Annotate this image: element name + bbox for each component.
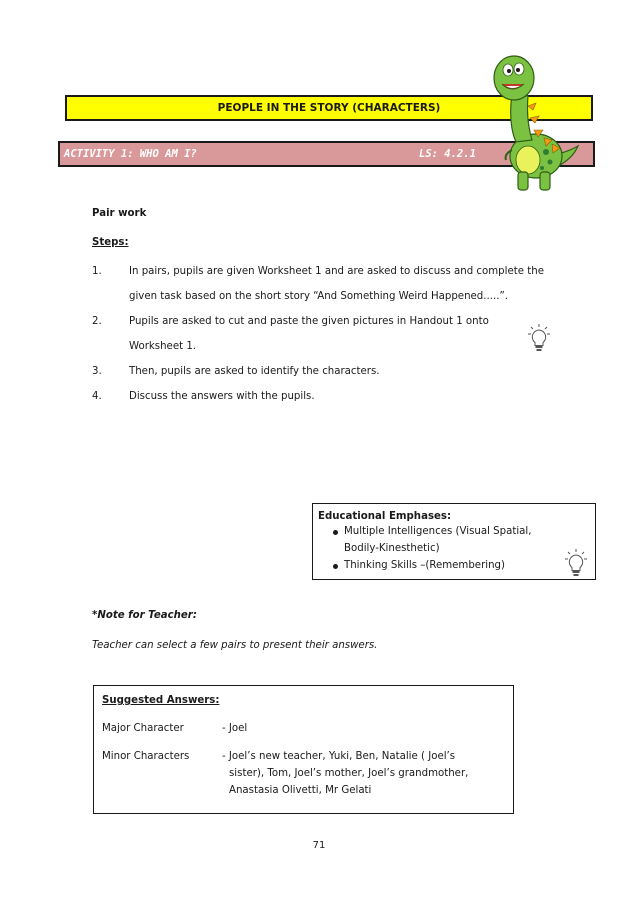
step-number: 3. xyxy=(92,366,102,377)
note-title: *Note for Teacher: xyxy=(92,610,197,621)
note-text: Teacher can select a few pairs to present their answers. xyxy=(92,640,378,651)
learning-standard: LS: 4.2.1 xyxy=(419,148,476,160)
step-text: given task based on the short story “And Something Weird Happened.....”. xyxy=(129,291,508,302)
educational-emphases-box xyxy=(312,503,596,580)
emphasis-item: Thinking Skills –(Remembering) xyxy=(313,559,563,576)
page-number: 71 xyxy=(312,840,326,851)
emphasis-item: Multiple Intelligences (Visual Spatial, xyxy=(313,525,563,542)
activity-title: ACTIVITY 1: WHO AM I? xyxy=(64,148,197,160)
step-text: Pupils are asked to cut and paste the given pictures in Handout 1 onto xyxy=(129,316,489,327)
step-text: Discuss the answers with the pupils. xyxy=(129,391,315,402)
minor-characters-value: - Joel’s new teacher, Yuki, Ben, Natalie ( Joel’s xyxy=(222,751,456,762)
step-number: 2. xyxy=(92,316,102,327)
emphases-title: Educational Emphases: xyxy=(318,511,452,522)
lightbulb-icon xyxy=(563,548,589,578)
minor-characters-value: Anastasia Olivetti, Mr Gelati xyxy=(229,785,372,796)
major-character-value: - Joel xyxy=(222,723,248,734)
steps-heading: Steps: xyxy=(92,237,129,248)
answers-title: Suggested Answers: xyxy=(102,695,220,706)
page-title: PEOPLE IN THE STORY (CHARACTERS) xyxy=(217,102,441,114)
emphasis-item-continued: Bodily-Kinesthetic) xyxy=(344,543,440,554)
major-character-label: Major Character xyxy=(102,723,184,734)
step-text: Then, pupils are asked to identify the characters. xyxy=(129,366,380,377)
dinosaur-illustration xyxy=(488,44,580,196)
minor-characters-label: Minor Characters xyxy=(102,751,190,762)
step-text: Worksheet 1. xyxy=(129,341,197,352)
step-number: 4. xyxy=(92,391,102,402)
suggested-answers-box xyxy=(93,685,514,814)
pair-work-label: Pair work xyxy=(92,208,147,219)
lightbulb-icon xyxy=(526,323,552,353)
minor-characters-value: sister), Tom, Joel’s mother, Joel’s grandmother, xyxy=(229,768,469,779)
step-number: 1. xyxy=(92,266,102,277)
step-text: In pairs, pupils are given Worksheet 1 and are asked to discuss and complete the xyxy=(129,266,544,277)
